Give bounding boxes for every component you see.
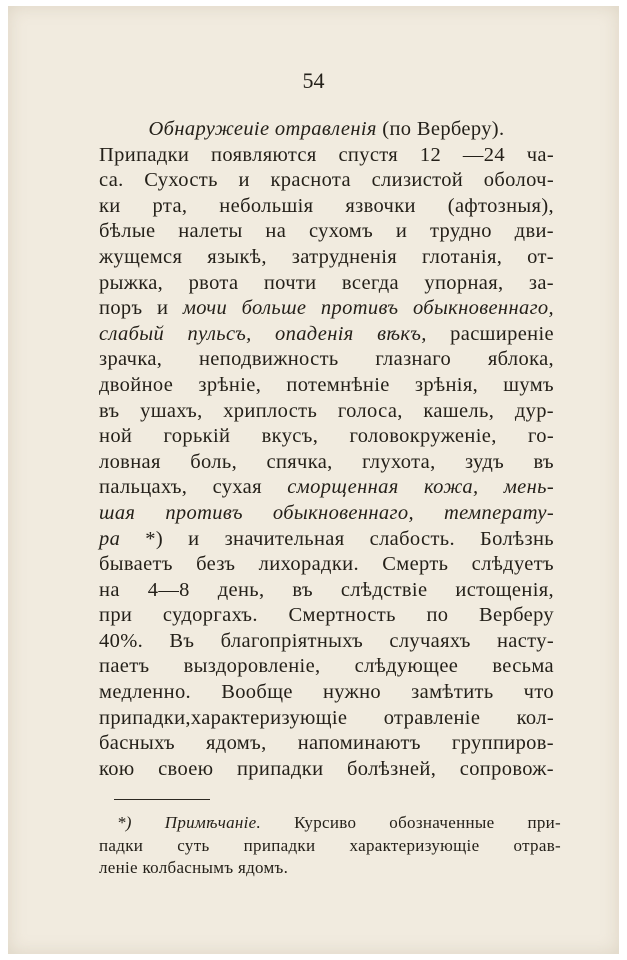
section-heading-regular: (по Верберу). (376, 118, 505, 140)
footnote-line (99, 812, 561, 835)
text-line (99, 680, 554, 706)
section-heading-italic: Обнаружеиіе отравленія (148, 118, 377, 140)
text-line (99, 706, 554, 732)
text-line (99, 373, 554, 399)
text-line (99, 399, 554, 425)
text-line (99, 271, 554, 297)
text-run: басныхъ ядомъ, напоминаютъ группиров- (99, 732, 554, 755)
text-line (99, 654, 554, 680)
text-run: двойное зрѣніе, потемнѣніе зрѣнія, шумъ (99, 373, 554, 396)
text-line (99, 347, 554, 373)
main-text (99, 117, 554, 782)
text-line (99, 603, 554, 629)
footnote-line (99, 835, 561, 858)
footnote (99, 812, 561, 880)
section-heading (99, 117, 554, 143)
text-line (99, 527, 554, 553)
text-line (99, 219, 554, 245)
text-run: ловная боль, спячка, глухота, зудъ въ (99, 450, 554, 473)
text-run: расширеніе (426, 322, 554, 345)
text-run: паетъ выздоровленіе, слѣдующее весьма (99, 655, 554, 678)
text-run: рыжка, рвота почти всегда упорная, за- (99, 271, 554, 294)
text-line (99, 450, 554, 476)
text-run: бѣлые налеты на сухомъ и трудно дви- (99, 220, 554, 243)
text-line (99, 143, 554, 169)
text-line (99, 322, 554, 348)
text-line (99, 731, 554, 757)
text-line (99, 629, 554, 655)
italic-text: шая противъ обыкновеннаго, температу- (99, 501, 554, 524)
text-line (99, 424, 554, 450)
text-run: падки суть припадки характеризующіе отрав- (99, 835, 561, 855)
text-run: Припадки появляются спустя 12 —24 ча- (99, 143, 554, 166)
text-line (99, 578, 554, 604)
text-line (99, 194, 554, 220)
italic-text: ра (99, 527, 121, 550)
text-line (99, 501, 554, 527)
text-line (99, 552, 554, 578)
text-line (99, 168, 554, 194)
page-number: 54 (302, 68, 325, 93)
text-run: бываетъ безъ лихорадки. Смерть слѣдуетъ (99, 553, 554, 576)
footnote-divider (114, 799, 210, 800)
text-run: жущемся языкѣ, затрудненія глотанія, от- (99, 245, 554, 268)
text-run: ки рта, небольшія язвочки (афтозныя), (99, 194, 554, 217)
footnote-line (99, 857, 561, 880)
italic-text: сморщенная кожа, мень- (287, 476, 554, 499)
italic-text: *) Примѣчаніе. (117, 813, 262, 832)
text-run: леніе колбаснымъ ядомъ. (99, 858, 289, 877)
text-run: *) и значительная слабость. Болѣзнь (120, 527, 554, 550)
text-run: ной горькій вкусъ, головокруженіе, го- (99, 425, 554, 448)
text-run: зрачка, неподвижность глазнаго яблока, (99, 348, 554, 371)
text-line (99, 296, 554, 322)
text-line (99, 757, 554, 783)
text-run: въ ушахъ, хриплость голоса, кашель, дур- (99, 399, 554, 422)
paragraph (99, 143, 554, 783)
text-run: 40%. Въ благопріятныхъ случаяхъ насту- (99, 629, 554, 652)
text-line (99, 475, 554, 501)
text-run: медленно. Вообще нужно замѣтить что (99, 681, 554, 704)
text-run: на 4—8 день, въ слѣдствіе истощенія, (99, 578, 554, 601)
text-line (99, 245, 554, 271)
text-run: поръ и (99, 297, 183, 320)
text-run: пальцахъ, сухая (99, 476, 288, 499)
italic-text: слабый пульсъ, опаденія вѣкъ, (99, 322, 427, 345)
text-run: кою своею припадки болѣзней, сопровож- (99, 757, 554, 780)
italic-text: мочи больше противъ обыкновеннаго, (182, 297, 554, 320)
text-run: Курсиво обозначенные при- (261, 813, 561, 832)
text-run: припадки,характеризующіе отравленіе кол- (99, 706, 554, 729)
text-run: са. Сухость и краснота слизистой оболоч- (99, 169, 554, 192)
text-run: при судоргахъ. Смертность по Верберу (99, 604, 554, 627)
